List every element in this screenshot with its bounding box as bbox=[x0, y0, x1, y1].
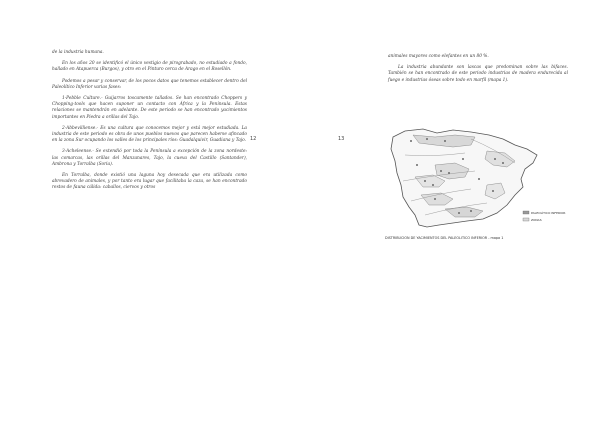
paragraph: animales mayores como elefantes en un 80 %. bbox=[388, 54, 489, 59]
paragraph: La industria abundante son lascas que predominan sobre las bifaces. También se han encontrado de este periodo industrias de madera endurecida al fuego e industrias óseas sobre todo en marfil (mapa 1). bbox=[388, 65, 568, 83]
paragraph: En los años 20 se identificó el único vestigio de pirograbado, no estudiado a fondo, hallado en Atapuerca (Burgos), y otro en el Pinturo cerca de Arago en el Rosellón. bbox=[52, 61, 247, 73]
legend-swatch-zones bbox=[523, 218, 529, 221]
site-marker bbox=[416, 164, 418, 166]
iberian-peninsula-map bbox=[375, 115, 575, 245]
site-marker bbox=[448, 172, 450, 174]
paragraph: 3-Acheleense.- Se extendió por toda la Península a excepción de la zona nordeste: las comarcas, las orillas del Manzanares, Tajo, la cueva del Castillo (Santander), Ambrona y Torralba (Soria). bbox=[52, 149, 247, 167]
site-marker bbox=[492, 190, 494, 192]
paragraph: Podemos a pesar y conservar, de los pocos datos que tenemos establecer dentro del Paleolítico Inferior varias fases: bbox=[52, 78, 247, 90]
paragraph: 2-Abbevilliense.- Es una cultura que conocemos mejor y está mejor estudiada. La industria de este periodo es obra de unos pueblos nuevos que parecen haberse afincado en la zona Sur ocupando los valles de los principales ríos: Guadalquivir, Guadiana y Tajo. bbox=[52, 125, 247, 144]
legend-label-zones: ZONAS bbox=[531, 218, 542, 222]
site-marker bbox=[502, 162, 504, 164]
site-marker bbox=[440, 170, 442, 172]
right-text-column bbox=[388, 54, 568, 89]
site-marker bbox=[470, 210, 472, 212]
paragraph: 1-Pebble Culture.- Guijarros toscamente tallados. Se han encontrado Choppers y Chopping-tools que hacen suponer un contacto con África y la Península. Estas relaciones se mantendrán en adelante. De este periodo se han encontrado yacimientos importantes en Piedra a orillas del Tajo. bbox=[52, 96, 247, 120]
site-marker bbox=[410, 140, 412, 142]
site-marker bbox=[432, 184, 434, 186]
site-marker bbox=[426, 138, 428, 140]
right-page-number: 13 bbox=[338, 136, 345, 142]
legend-swatch-sites bbox=[523, 211, 529, 214]
left-page-number: 12 bbox=[250, 136, 257, 142]
paragraph: En Torralba, donde existió una laguna hoy desecada que era utilizada como abrevadero de animales, y por tanto era lugar que facilitaba la caza, se han encontrado restos de fauna cálida: caballos, ciervos y otros bbox=[52, 173, 247, 191]
site-marker bbox=[434, 198, 436, 200]
paragraph: de la industria humana. bbox=[52, 50, 104, 55]
left-text-column bbox=[52, 50, 247, 197]
site-marker bbox=[494, 158, 496, 160]
site-marker bbox=[444, 140, 446, 142]
site-marker bbox=[424, 180, 426, 182]
map-caption: DISTRIBUCION DE YACIMIENTOS DEL PALEOLITICO INFERIOR - mapa 1 bbox=[385, 236, 504, 240]
site-marker bbox=[478, 178, 480, 180]
site-marker bbox=[462, 158, 464, 160]
legend-label-sites: PALEOLÍTICO INFERIOR bbox=[531, 211, 566, 215]
site-marker bbox=[458, 212, 460, 214]
